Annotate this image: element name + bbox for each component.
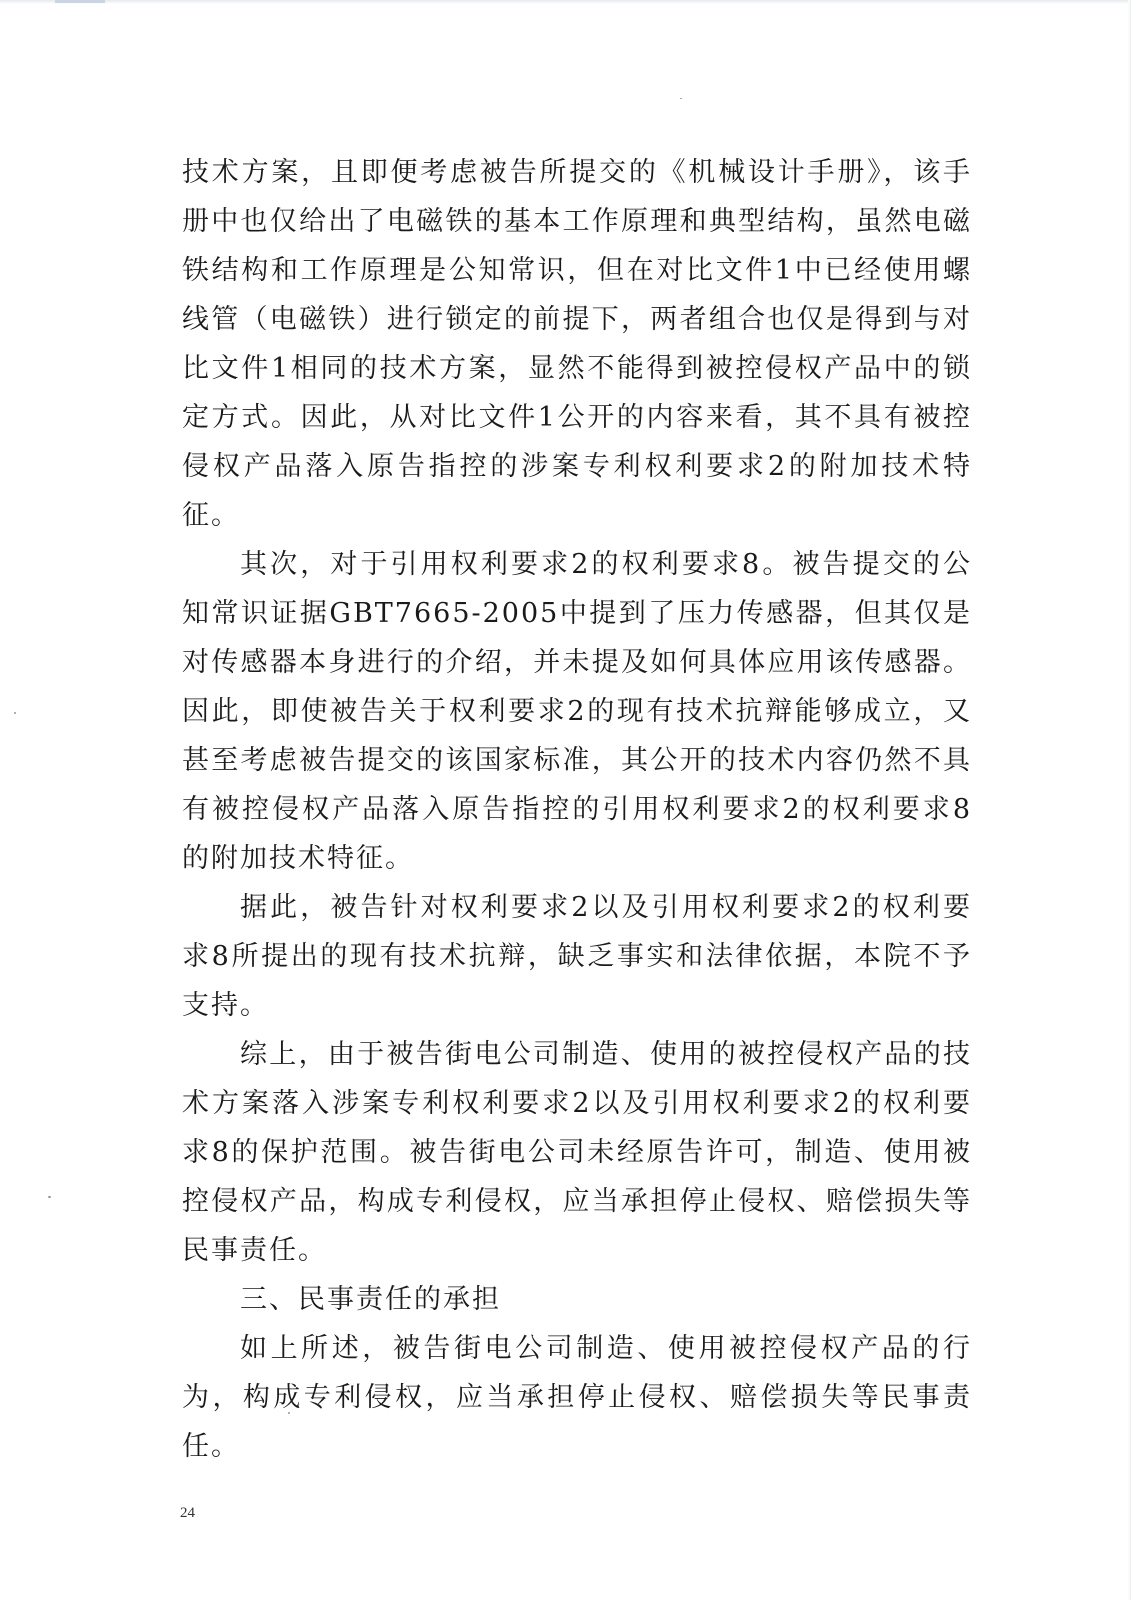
scan-mark — [55, 0, 105, 3]
scan-speck — [14, 712, 16, 714]
paragraph: 其次，对于引用权利要求2的权利要求8。被告提交的公知常识证据GBT7665-2005中提到了压力传感器，但其仅是对传感器本身进行的介绍，并未提及如何具体应用该传感器。因此，即使被告关于权利要求2的现有技术抗辩能够成立，又甚至考虑被告提交的该国家标准，其公开的技术内容仍然不具有被控侵权产品落入原告指控的引用权利要求2的权利要求8的附加技术特征。 — [182, 549, 972, 874]
paragraph: 据此，被告针对权利要求2以及引用权利要求2的权利要求8所提出的现有技术抗辩，缺乏事实和法律依据，本院不予支持。 — [182, 892, 972, 1021]
document-body — [182, 148, 972, 1471]
scan-edge-top — [0, 0, 1131, 4]
scan-speck — [680, 98, 682, 99]
section-heading: 三、民事责任的承担 — [240, 1284, 501, 1315]
paragraph: 综上，由于被告街电公司制造、使用的被控侵权产品的技术方案落入涉案专利权利要求2以及引用权利要求2的权利要求8的保护范围。被告街电公司未经原告许可，制造、使用被控侵权产品，构成专利侵权，应当承担停止侵权、赔偿损失等民事责任。 — [182, 1039, 972, 1266]
page-number: 24 — [180, 1505, 195, 1521]
scan-speck — [48, 1196, 51, 1198]
paragraph: 如上所述，被告街电公司制造、使用被控侵权产品的行为，构成专利侵权，应当承担停止侵权、赔偿损失等民事责任。 — [182, 1333, 972, 1462]
paragraph: 技术方案，且即便考虑被告所提交的《机械设计手册》，该手册中也仅给出了电磁铁的基本工作原理和典型结构，虽然电磁铁结构和工作原理是公知常识，但在对比文件1中已经使用螺线管（电磁铁）进行锁定的前提下，两者组合也仅是得到与对比文件1相同的技术方案，显然不能得到被控侵权产品中的锁定方式。因此，从对比文件1公开的内容来看，其不具有被控侵权产品落入原告指控的涉案专利权利要求2的附加技术特征。 — [182, 157, 972, 531]
